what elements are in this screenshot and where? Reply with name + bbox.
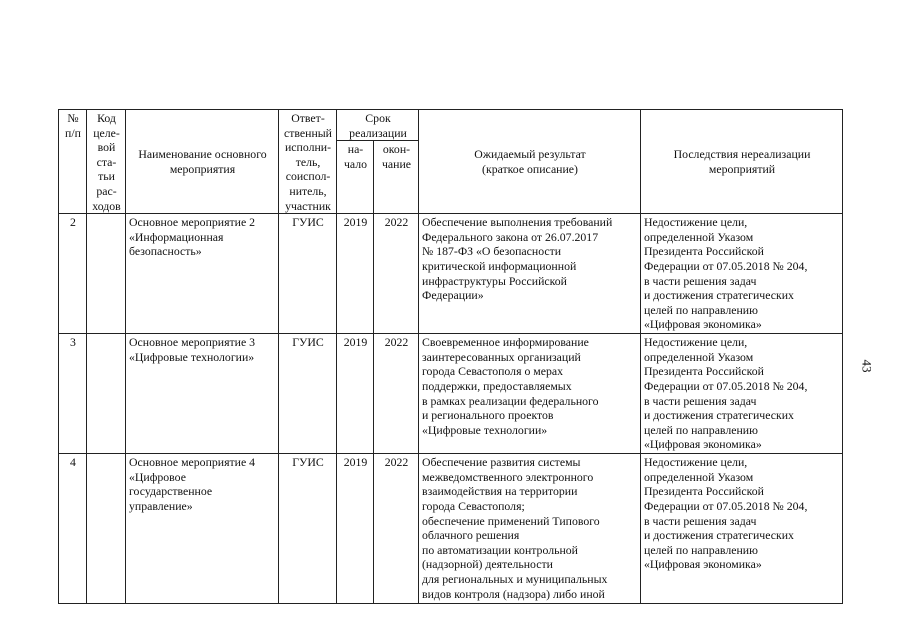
row-consequence: Недостижение цели, определенной Указом Президента Российской Федерации от 07.05.2018 № 204, в части решения задач и достижения стратегических целей по направлению «Цифровая экономика» <box>641 454 843 604</box>
row-num: 2 <box>59 214 87 334</box>
row-code <box>87 334 126 454</box>
header-name: Наименование основного мероприятия <box>126 110 279 214</box>
row-start: 2019 <box>337 454 374 604</box>
row-end: 2022 <box>374 214 419 334</box>
page-number: 43 <box>859 359 875 373</box>
row-name: Основное мероприятие 3 «Цифровые технологии» <box>126 334 279 454</box>
row-num: 3 <box>59 334 87 454</box>
document-sheet <box>58 109 843 604</box>
header-start: на- чало <box>337 141 374 214</box>
row-num: 4 <box>59 454 87 604</box>
header-term: Срок реализации <box>337 110 419 141</box>
row-name: Основное мероприятие 2 «Информационная безопасность» <box>126 214 279 334</box>
row-end: 2022 <box>374 334 419 454</box>
row-responsible: ГУИС <box>279 334 337 454</box>
row-end: 2022 <box>374 454 419 604</box>
header-end: окон- чание <box>374 141 419 214</box>
row-code <box>87 214 126 334</box>
activities-table <box>58 109 843 604</box>
table-row <box>59 214 843 334</box>
table-row <box>59 334 843 454</box>
header-responsible: Ответ- ственный исполни- тель, соиспол- нитель, участник <box>279 110 337 214</box>
row-consequence: Недостижение цели, определенной Указом Президента Российской Федерации от 07.05.2018 № 204, в части решения задач и достижения стратегических целей по направлению «Цифровая экономика» <box>641 334 843 454</box>
header-result: Ожидаемый результат (краткое описание) <box>419 110 641 214</box>
header-num: № п/п <box>59 110 87 214</box>
row-result: Обеспечение развития системы межведомственного электронного взаимодействия на территории города Севастополя; обеспечение применений Типового облачного решения по автоматизации контрольной (надзорной) деятельности для региональных и муниципальных видов контроля (надзора) либо иной <box>419 454 641 604</box>
header-code: Код целе- вой ста- тьи рас- ходов <box>87 110 126 214</box>
row-responsible: ГУИС <box>279 214 337 334</box>
row-consequence: Недостижение цели, определенной Указом Президента Российской Федерации от 07.05.2018 № 204, в части решения задач и достижения стратегических целей по направлению «Цифровая экономика» <box>641 214 843 334</box>
row-result: Обеспечение выполнения требований Федерального закона от 26.07.2017 № 187-ФЗ «О безопасности критической информационной инфраструктуры Российской Федерации» <box>419 214 641 334</box>
row-result: Своевременное информирование заинтересованных организаций города Севастополя о мерах поддержки, предоставляемых в рамках реализации федерального и регионального проектов «Цифровые технологии» <box>419 334 641 454</box>
header-row-1 <box>59 110 843 141</box>
table-row <box>59 454 843 604</box>
header-consequence: Последствия нереализации мероприятий <box>641 110 843 214</box>
row-start: 2019 <box>337 334 374 454</box>
row-code <box>87 454 126 604</box>
row-start: 2019 <box>337 214 374 334</box>
row-responsible: ГУИС <box>279 454 337 604</box>
row-name: Основное мероприятие 4 «Цифровое государственное управление» <box>126 454 279 604</box>
